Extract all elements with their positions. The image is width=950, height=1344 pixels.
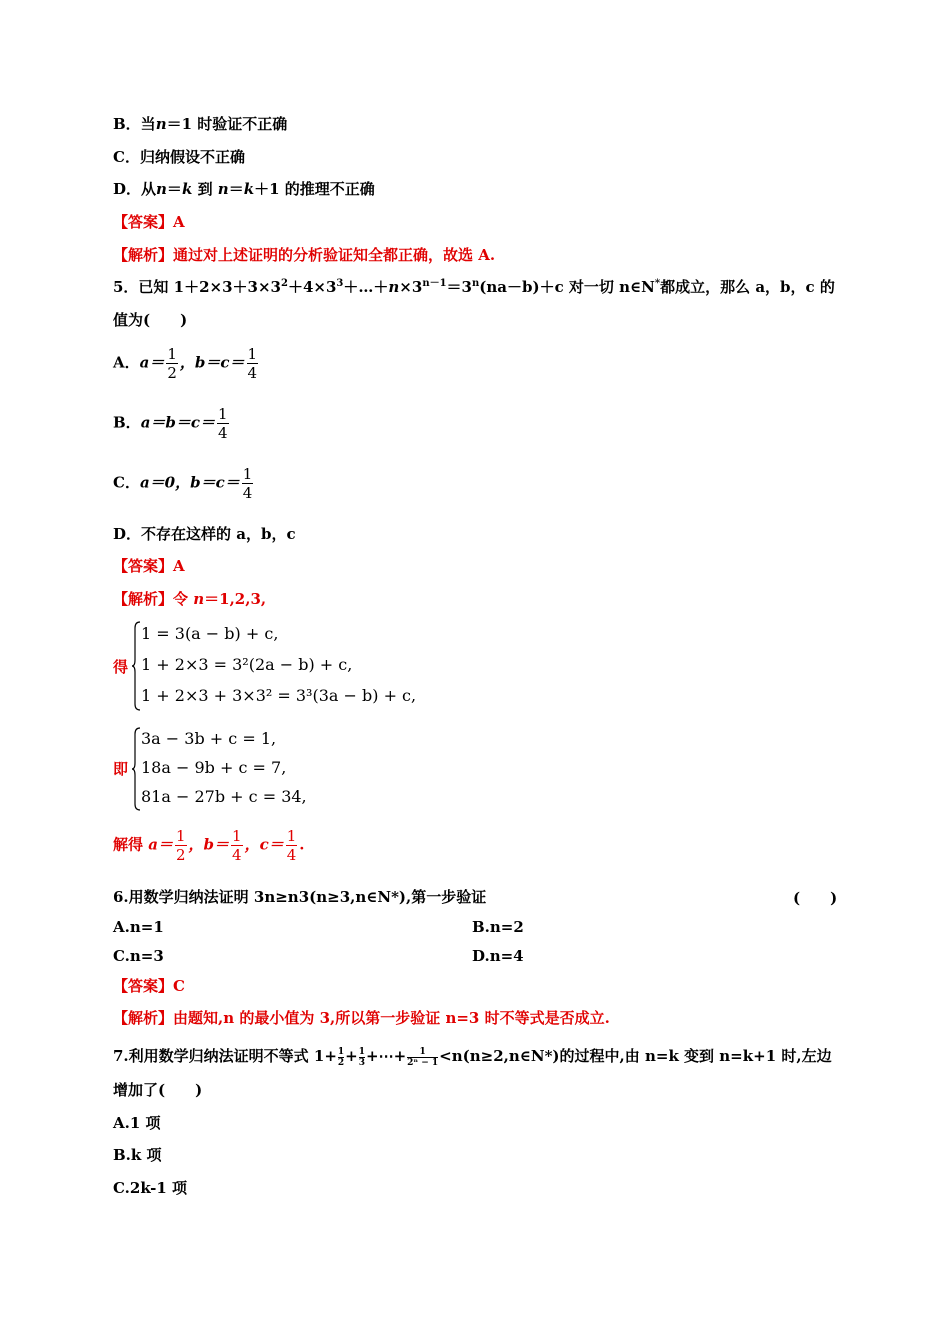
left-brace-icon <box>131 620 141 712</box>
equation-line: 81a − 27b + c = 34, <box>141 787 307 806</box>
q6-analysis: 【解析】由题知,n 的最小值为 3,所以第一步验证 n=3 时不等式是否成立. <box>113 1009 610 1027</box>
q6-option-b: B.n=2 <box>472 918 524 936</box>
q6-option-a: A.n=1 <box>113 918 164 936</box>
q7-option-a: A.1 项 <box>113 1114 161 1132</box>
label-de: 得 <box>113 658 129 676</box>
q5-answer: 【答案】A <box>113 557 185 575</box>
fraction-one-half: $\frac{1}{2}$ <box>175 827 186 864</box>
q6-answer-paren: ( ) <box>793 889 838 907</box>
fraction-one-quarter: $\frac{1}{4}$ <box>286 827 297 864</box>
q6-stem: 6.用数学归纳法证明 3n≥n3(n≥3,n∈N*),第一步验证 <box>113 888 487 906</box>
q5-option-c: C．a＝0，b＝c＝ $\frac{1}{4}$ <box>113 465 253 502</box>
fraction-one-quarter: $\frac{1}{4}$ <box>232 827 242 864</box>
equation-line: 18a − 9b + c = 7, <box>141 758 287 777</box>
fraction-small: $\frac{1}{2}$ <box>337 1046 345 1068</box>
q5-option-d: D．不存在这样的 a，b，c <box>113 525 296 543</box>
q7-option-b: B.k 项 <box>113 1146 162 1164</box>
q4-option-b: B．当n＝1 时验证不正确 <box>113 115 288 133</box>
fraction-one-quarter: $\frac{1}{4}$ <box>218 405 228 442</box>
q7-stem: 7.利用数学归纳法证明不等式 1+ $\frac{1}{2}$ + $\frac{1}{3}$ +⋯+ $\frac{1}{\text{2ⁿ − 1}}$ <n(n≥2,n∈N*)的过程中,由 n=k 变到 n=k+1 时,左边 <box>113 1046 832 1068</box>
q6-option-d: D.n=4 <box>472 947 524 965</box>
fraction-one-quarter: $\frac{1}{4}$ <box>242 465 253 502</box>
q5-option-a: A．a＝ $\frac{1}{2}$ ，b＝c＝ $\frac{1}{4}$ <box>113 345 258 382</box>
fraction-small: $\frac{1}{\text{2ⁿ − 1}}$ <box>407 1046 439 1068</box>
q5-solution: 解得 a＝ $\frac{1}{2}$ ，b＝ $\frac{1}{4}$ ，c＝ $\frac{1}{4}$ . <box>113 827 305 864</box>
q5-option-b: B．a＝b＝c＝ $\frac{1}{4}$ <box>113 405 228 442</box>
left-brace-icon <box>131 726 141 812</box>
equation-line: 1 + 2×3 + 3×3² = 3³(3a − b) + c, <box>141 686 417 705</box>
q4-answer: 【答案】A <box>113 213 185 231</box>
equation-line: 3a − 3b + c = 1, <box>141 729 277 748</box>
label-ji: 即 <box>113 760 129 778</box>
q7-stem-line2: 增加了( ) <box>113 1081 203 1099</box>
q4-option-d: D．从n＝k 到 n＝k＋1 的推理不正确 <box>113 180 375 198</box>
equation-system-1 <box>113 620 433 715</box>
q5-stem-line2: 值为( ) <box>113 311 188 329</box>
fraction-one-quarter: $\frac{1}{4}$ <box>247 345 258 382</box>
equation-line: 1 + 2×3 = 3²(2a − b) + c, <box>141 655 353 674</box>
q5-analysis: 【解析】令 n＝1,2,3, <box>113 590 267 608</box>
q5-stem: 5．已知 $1+2\times 3+3\times 3^2+4\times 3^3+\dots+n\times 3^{n-1}=3^n(na-b)+c$ 对一切 n∈N*都成立，那么 a，b，c 的 <box>113 278 835 296</box>
q4-analysis: 【解析】通过对上述证明的分析验证知全都正确，故选 A. <box>113 246 496 264</box>
equation-line: 1 = 3(a − b) + c, <box>141 624 279 643</box>
q4-option-c: C．归纳假设不正确 <box>113 148 245 166</box>
q6-option-c: C.n=3 <box>113 947 164 965</box>
q6-answer: 【答案】C <box>113 977 185 995</box>
equation-system-2 <box>113 726 433 814</box>
fraction-small: $\frac{1}{3}$ <box>358 1046 365 1068</box>
fraction-one-half: $\frac{1}{2}$ <box>167 345 177 382</box>
q7-option-c: C.2k-1 项 <box>113 1179 188 1197</box>
